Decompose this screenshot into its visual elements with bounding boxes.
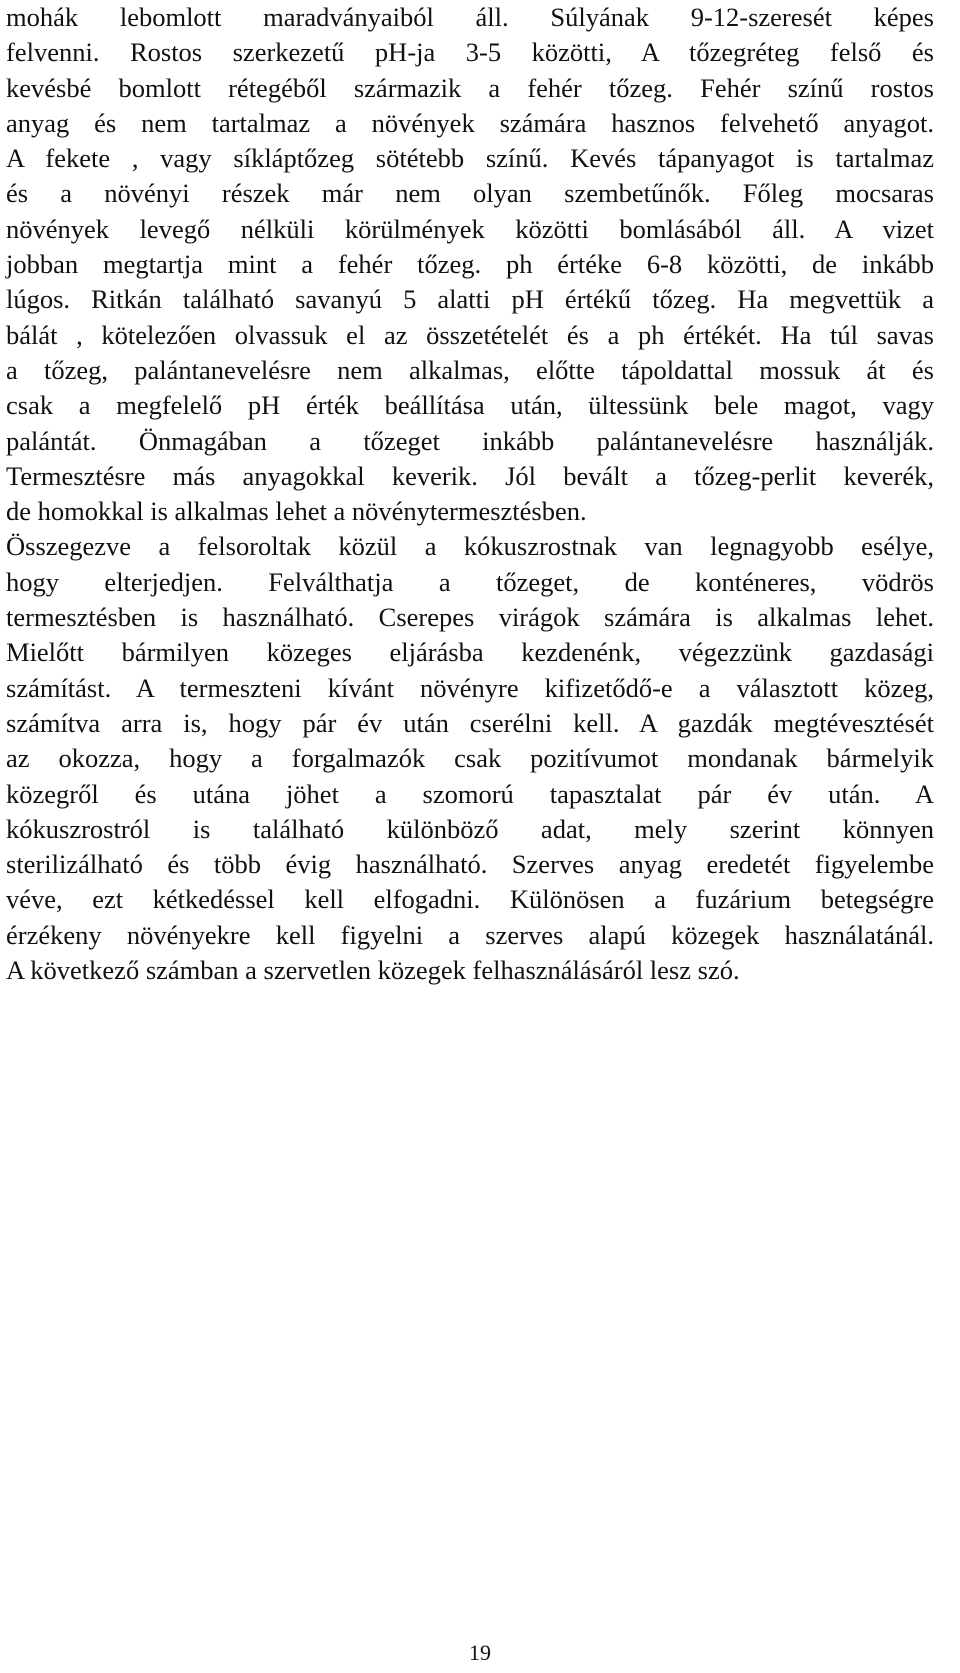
text-line: A fekete , vagy síkláptőzeg sötétebb színű. Kevés tápanyagot is tartalmaz — [6, 143, 934, 174]
body-text — [6, 0, 934, 988]
text-line: bálát , kötelezően olvassuk el az összetételét és a ph értékét. Ha túl savas — [6, 319, 934, 350]
text-line: hogy elterjedjen. Felválthatja a tőzeget, de konténeres, vödrös — [6, 566, 934, 597]
text-line: érzékeny növényekre kell figyelni a szerves alapú közegek használatánál. — [6, 919, 934, 950]
text-line: palántát. Önmagában a tőzeget inkább palántanevelésre használják. — [6, 425, 934, 456]
text-line: termesztésben is használható. Cserepes virágok számára is alkalmas lehet. — [6, 602, 934, 633]
document-page — [6, 0, 934, 988]
text-line: jobban megtartja mint a fehér tőzeg. ph értéke 6-8 közötti, de inkább — [6, 249, 934, 280]
text-line: Termesztésre más anyagokkal keverik. Jól bevált a tőzeg-perlit keverék, — [6, 460, 934, 491]
paragraph — [6, 0, 934, 529]
text-line: de homokkal is alkalmas lehet a növénytermesztésben. — [6, 496, 587, 527]
text-line: lúgos. Ritkán található savanyú 5 alatti pH értékű tőzeg. Ha megvettük a — [6, 284, 934, 315]
text-line: közegről és utána jöhet a szomorú tapasztalat pár év után. A — [6, 778, 934, 809]
text-line: véve, ezt kétkedéssel kell elfogadni. Különösen a fuzárium betegségre — [6, 884, 934, 915]
text-line: számítva arra is, hogy pár év után cserélni kell. A gazdák megtévesztését — [6, 707, 934, 738]
text-line: anyag és nem tartalmaz a növények számára hasznos felvehető anyagot. — [6, 107, 934, 138]
text-line: csak a megfelelő pH érték beállítása után, ültessünk bele magot, vagy — [6, 390, 934, 421]
text-line: kókuszrostról is található különböző adat, mely szerint könnyen — [6, 813, 934, 844]
text-line: az okozza, hogy a forgalmazók csak pozitívumot mondanak bármelyik — [6, 743, 934, 774]
text-line: mohák lebomlott maradványaiból áll. Súlyának 9-12-szeresét képes — [6, 2, 934, 32]
text-line: növények levegő nélküli körülmények közötti bomlásából áll. A vizet — [6, 213, 934, 244]
paragraph — [6, 529, 934, 988]
text-line: A következő számban a szervetlen közegek felhasználásáról lesz szó. — [6, 955, 740, 986]
text-line: sterilizálható és több évig használható. Szerves anyag eredetét figyelembe — [6, 849, 934, 880]
text-line: kevésbé bomlott rétegéből származik a fehér tőzeg. Fehér színű rostos — [6, 72, 934, 103]
page-number: 19 — [469, 1640, 491, 1665]
text-line: felvenni. Rostos szerkezetű pH-ja 3-5 közötti, A tőzegréteg felső és — [6, 37, 934, 68]
text-line: számítást. A termeszteni kívánt növényre kifizetődő-e a választott közeg, — [6, 672, 934, 703]
text-line: Mielőtt bármilyen közeges eljárásba kezdenénk, végezzünk gazdasági — [6, 637, 934, 668]
text-line: Összegezve a felsoroltak közül a kókuszrostnak van legnagyobb esélye, — [6, 531, 934, 562]
text-line: és a növényi részek már nem olyan szembetűnők. Főleg mocsaras — [6, 178, 934, 209]
text-line: a tőzeg, palántanevelésre nem alkalmas, előtte tápoldattal mossuk át és — [6, 354, 934, 385]
